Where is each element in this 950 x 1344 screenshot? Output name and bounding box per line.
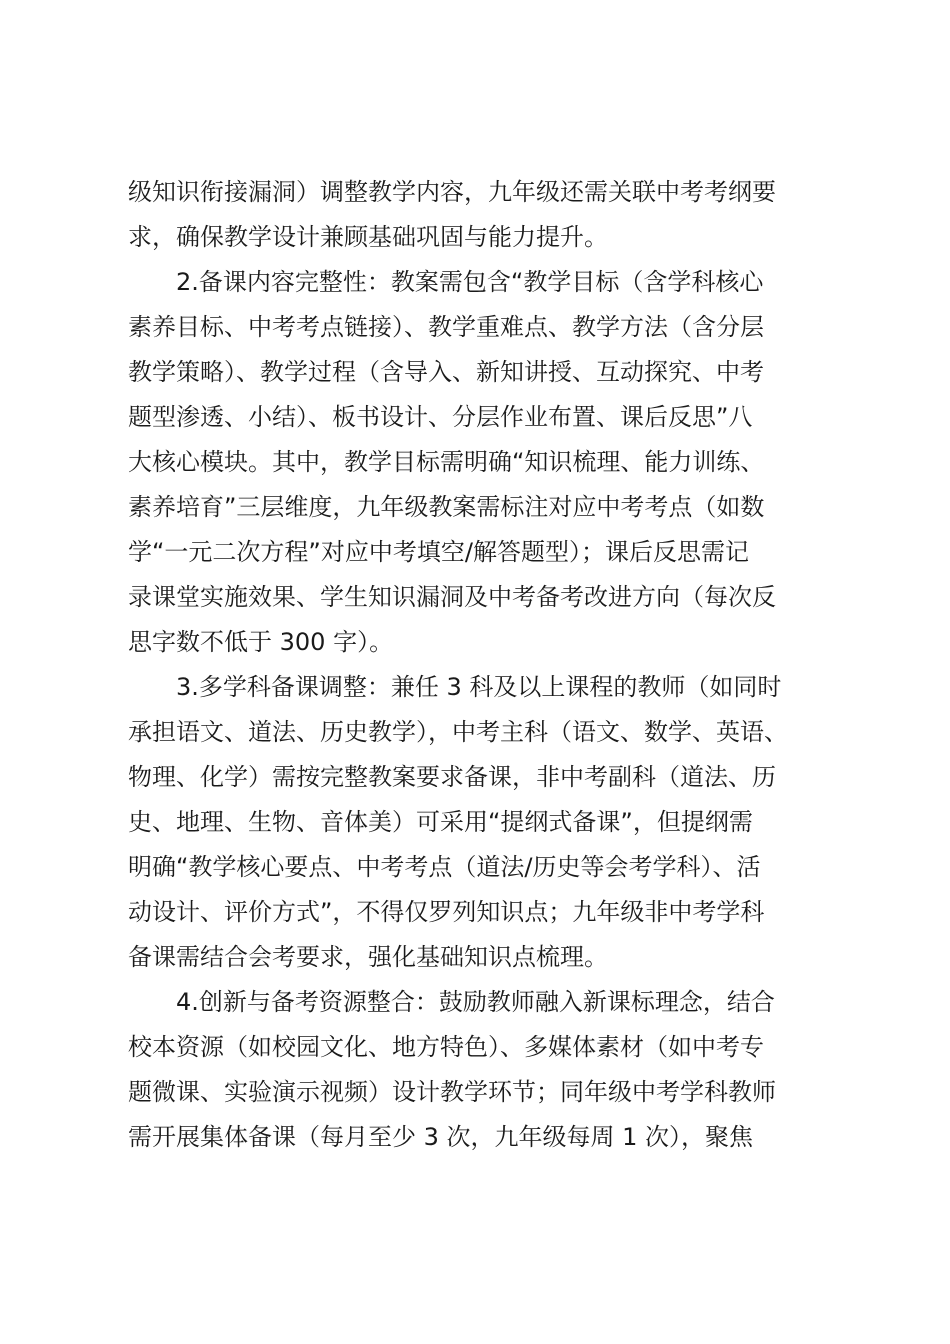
text-line: 素养目标、中考考点链接）、教学重难点、教学方法（含分层 <box>128 313 764 341</box>
paragraph-first-line: 2.备课内容完整性：教案需包含“教学目标（含学科核心 <box>176 268 764 296</box>
text-line: 校本资源（如校园文化、地方特色）、多媒体素材（如中考专 <box>128 1033 764 1061</box>
document-body <box>128 170 834 1160</box>
text-line: 素养培育”三层维度，九年级教案需标注对应中考考点（如数 <box>128 493 765 521</box>
text-line: 学“一元二次方程”对应中考填空/解答题型）；课后反思需记 <box>128 538 749 566</box>
paragraph-first-line: 3.多学科备课调整：兼任 3 科及以上课程的教师（如同时 <box>176 673 782 701</box>
text-line: 大核心模块。其中，教学目标需明确“知识梳理、能力训练、 <box>128 448 765 476</box>
text-line: 教学策略）、教学过程（含导入、新知讲授、互动探究、中考 <box>128 358 764 386</box>
text-line: 需开展集体备课（每月至少 3 次，九年级每周 1 次），聚焦 <box>128 1123 754 1151</box>
text-line: 备课需结合会考要求，强化基础知识点梳理。 <box>128 943 608 971</box>
text-line: 级知识衔接漏洞）调整教学内容，九年级还需关联中考考纲要 <box>128 178 776 206</box>
text-line: 明确“教学核心要点、中考考点（道法/历史等会考学科）、活 <box>128 853 761 881</box>
text-line: 思字数不低于 300 字）。 <box>128 628 394 656</box>
paragraph-first-line: 4.创新与备考资源整合：鼓励教师融入新课标理念，结合 <box>176 988 775 1016</box>
text-line: 录课堂实施效果、学生知识漏洞及中考备考改进方向（每次反 <box>128 583 776 611</box>
text-line: 史、地理、生物、音体美）可采用“提纲式备课”，但提纲需 <box>128 808 753 836</box>
text-line: 物理、化学）需按完整教案要求备课，非中考副科（道法、历 <box>128 763 776 791</box>
text-line: 题型渗透、小结）、板书设计、分层作业布置、课后反思”八 <box>128 403 753 431</box>
text-line: 求，确保教学设计兼顾基础巩固与能力提升。 <box>128 223 608 251</box>
text-line: 动设计、评价方式”，不得仅罗列知识点；九年级非中考学科 <box>128 898 765 926</box>
text-line: 题微课、实验演示视频）设计教学环节；同年级中考学科教师 <box>128 1078 776 1106</box>
text-line: 承担语文、道法、历史教学），中考主科（语文、数学、英语、 <box>128 718 788 746</box>
